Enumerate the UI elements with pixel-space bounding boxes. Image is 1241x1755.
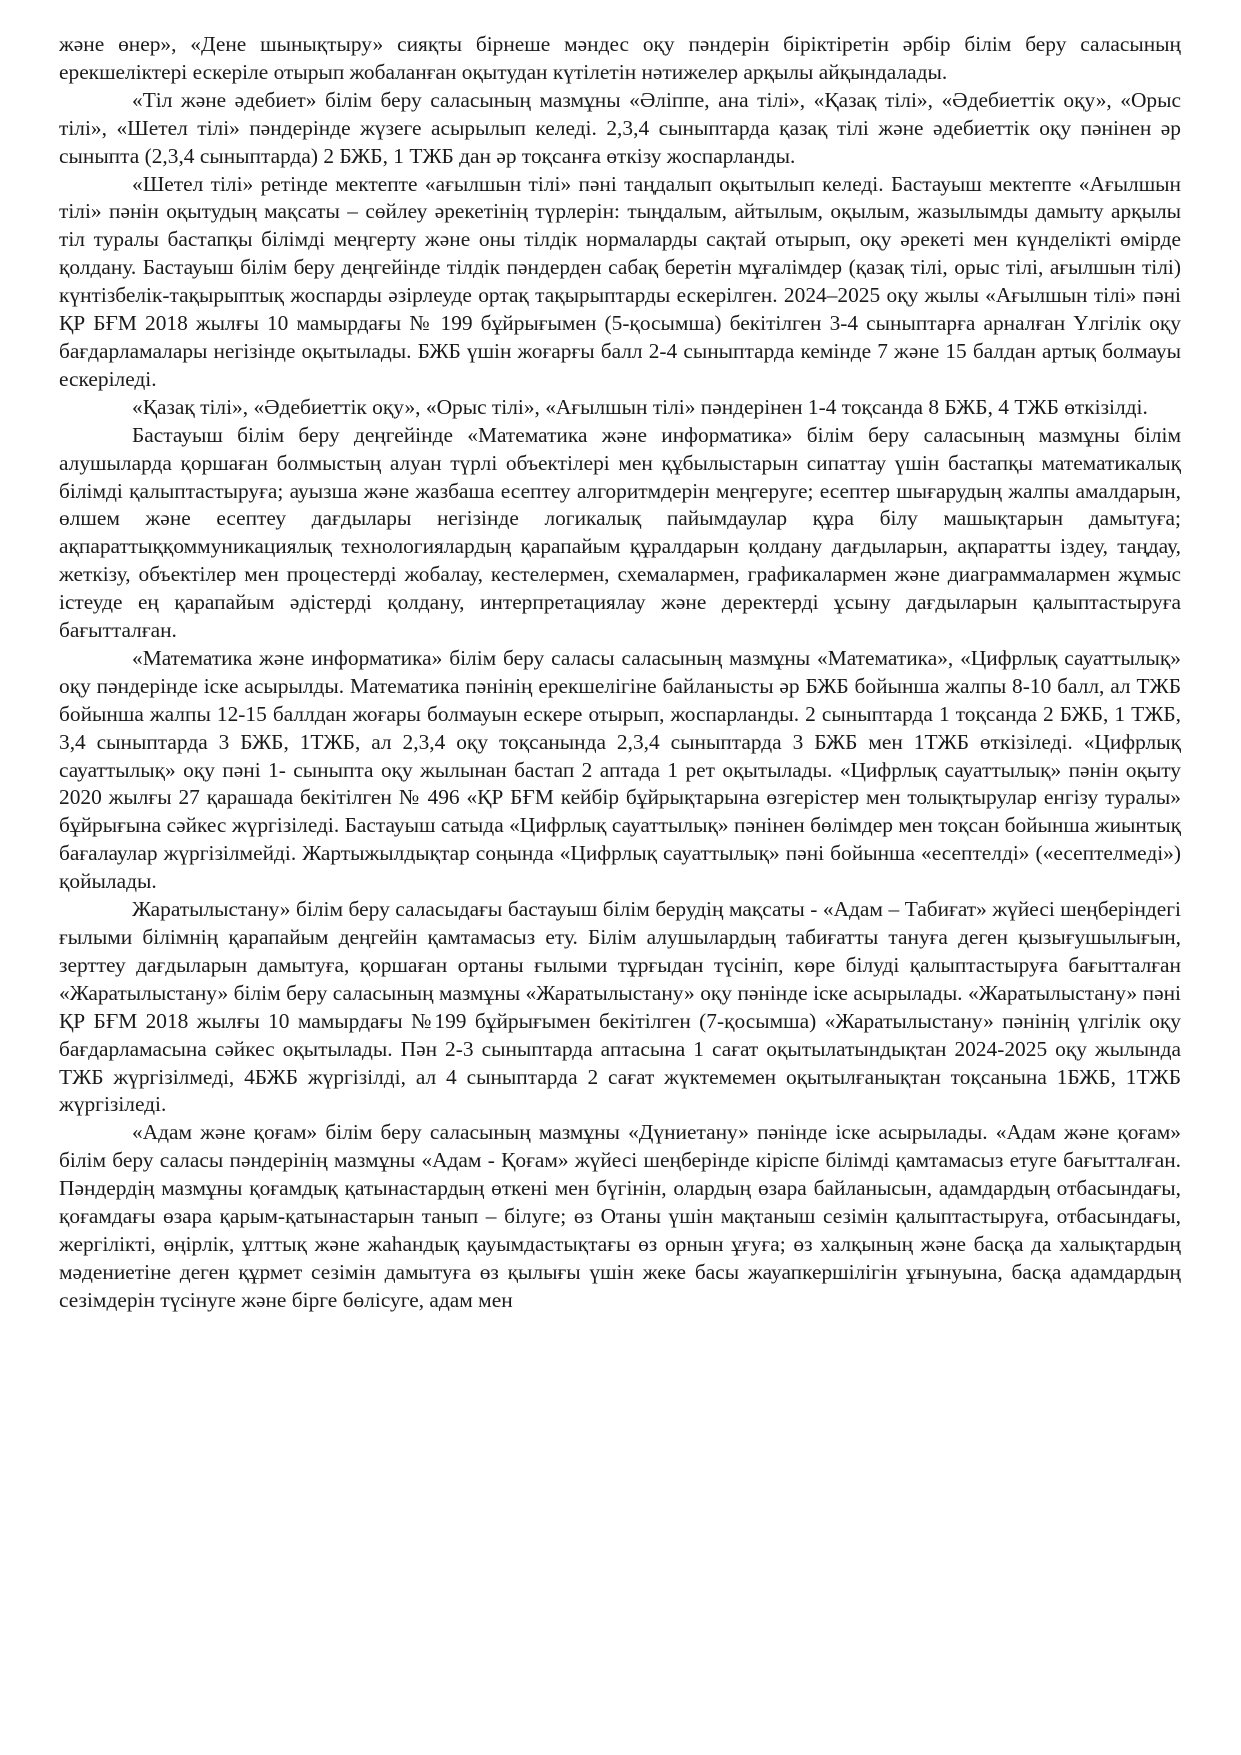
paragraph-language-literature: «Тіл және әдебиет» білім беру саласының мазмұны «Әліппе, ана тілі», «Қазақ тілі», «Әдебиеттік оқу», «Орыс тілі», «Шетел тілі» пәндерінде жүзеге асырылып келеді. 2,3,4 сыныптарда қазақ тілі және әдебиеттік оқу пәнінен әр сыныпта (2,3,4 сыныптарда) 2 БЖБ, 1 ТЖБ дан әр тоқсанға өткізу жоспарланды. [59, 87, 1181, 168]
paragraph-mathematics-digital-literacy: «Математика және информатика» білім беру саласы саласының мазмұны «Математика», «Цифрлық сауаттылық» оқу пәндерінде іске асырылды. Математика пәнінің ерекшелігіне байланысты әр БЖБ бойынша жалпы 8-10 балл, ал ТЖБ бойынша жалпы 12-15 баллдан жоғары болмауын ескере отырып, жоспарланды. 2 сыныптарда 1 тоқсанда 2 БЖБ, 1 ТЖБ, 3,4 сыныптарда 3 БЖБ, 1ТЖБ, ал 2,3,4 оқу тоқсанында 2,3,4 сыныптарда 3 БЖБ мен 1ТЖБ өткізіледі. «Цифрлық сауаттылық» оқу пәні 1- сыныпта оқу жылынан бастап 2 аптада 1 рет оқытылады. «Цифрлық сауаттылық» пәнін оқыту 2020 жылғы 27 қарашада бекітілген № 496 «ҚР БҒМ кейбір бұйрықтарына өзгерістер мен толықтырулар енгізу туралы» бұйрығына сәйкес жүргізіледі. Бастауыш сатыда «Цифрлық сауаттылық» пәнінен бөлімдер мен тоқсан бойынша жиынтық бағалаулар жүргізілмейді. Жартыжылдықтар соңында «Цифрлық сауаттылық» пәні бойынша «есептелді» («есептелмеді») қойылады. [59, 645, 1181, 894]
paragraph-human-society: «Адам және қоғам» білім беру саласының мазмұны «Дүниетану» пәнінде іске асырылады. «Адам және қоғам» білім беру саласы пәндерінің мазмұны «Адам - Қоғам» жүйесі шеңберінде кіріспе білімді қамтамасыз етуге бағытталған. Пәндердің мазмұны қоғамдық қатынастардың өткені мен бүгінін, олардың өзара байланысын, адамдардың отбасындағы, қоғамдағы өзара қарым-қатынастарын танып – білуге; өз Отаны үшін мақтаныш сезімін қалыптастыруға, отбасындағы, жергілікті, өңірлік, ұлттық және жаһандық қауымдастықтағы өз орнын ұғуға; өз халқының және басқа да халықтардың мәдениетіне деген құрмет сезімін дамытуға өз қылығы үшін жеке басы жауапкершілігін ұғынуына, басқа адамдардың сезімдерін түсінуге және бірге бөлісуге, адам мен [59, 1120, 1181, 1312]
body-text [59, 31, 1181, 1315]
paragraph-summative-assessments: «Қазақ тілі», «Әдебиеттік оқу», «Орыс тілі», «Ағылшын тілі» пәндерінен 1-4 тоқсанда 8 БЖБ, 4 ТЖБ өткізілді. [132, 394, 1148, 419]
paragraph-continued-arts-pe: және өнер», «Дене шынықтыру» сияқты бірнеше мәндес оқу пәндерін біріктіретін әрбір білім беру саласының ерекшеліктері ескеріле отырып жобаланған оқытудан күтілетін нәтижелер арқылы айқындалады. [59, 32, 1181, 84]
paragraph-mathematics-informatics: Бастауыш білім беру деңгейінде «Математика және информатика» білім беру саласының мазмұны білім алушыларда қоршаған болмыстың алуан түрлі объектілері мен құбылыстарын сипаттау үшін бастапқы математикалық білімді қалыптастыруға; ауызша және жазбаша есептеу алгоритмдерін меңгеруге; есептер шығарудың жалпы амалдарын, өлшем және есептеу дағдылары негізінде логикалық пайымдаулар құра білу машықтарын дамытуға; ақпараттыққоммуникациялық технологиялардың қарапайым құралдарын қолдану дағдыларын, ақпаратты іздеу, таңдау, жеткізу, объектілер мен процестерді жобалау, кестелермен, схемалармен, графикалармен және диаграммалармен жұмыс істеуде ең қарапайым әдістерді қолдану, интерпретациялау және деректерді ұсыну дағдыларын қалыптастыруға бағытталған. [59, 422, 1181, 643]
paragraph-natural-science: Жаратылыстану» білім беру саласыдағы бастауыш білім берудің мақсаты - «Адам – Табиғат» жүйесі шеңберіндегі ғылыми білімнің қарапайым деңгейін қамтамасыз ету. Білім алушылардың табиғатты тануға деген қызығушылығын, зерттеу дағдыларын дамытуға, қоршаған ортаны ғылыми тұрғыдан түсініп, көре білуді қалыптастыруға бағытталған «Жаратылыстану» білім беру саласының мазмұны «Жаратылыстану» оқу пәнінде іске асырылады. «Жаратылыстану» пәні ҚР БҒМ 2018 жылғы 10 мамырдағы №199 бұйрығымен бекітілген (7-қосымша) «Жаратылыстану» пәнінің үлгілік оқу бағдарламасына сәйкес оқытылады. Пән 2-3 сыныптарда аптасына 1 сағат оқытылатындықтан 2024-2025 оқу жылында ТЖБ жүргізілмеді, 4БЖБ жүргізілді, ал 4 сыныптарда 2 сағат жүктемемен оқытылғанықтан тоқсанына 1БЖБ, 1ТЖБ жүргізіледі. [59, 897, 1181, 1117]
paragraph-foreign-language: «Шетел тілі» ретінде мектепте «ағылшын тілі» пәні таңдалып оқытылып келеді. Бастауыш мектепте «Ағылшын тілі» пәнін оқытудың мақсаты – сөйлеу әрекетінің түрлерін: тыңдалым, айтылым, оқылым, жазылымды дамыту арқылы тіл туралы бастапқы білімді меңгерту және оны тілдік нормаларды сақтай отырып, оқу әрекеті мен күнделікті өмірде қолдану. Бастауыш білім беру деңгейінде тілдік пәндерден сабақ беретін мұғалімдер (қазақ тілі, орыс тілі, ағылшын тілі) күнтізбелік-тақырыптық жоспарды әзірлеуде ортақ тақырыптарды ескерілген. 2024–2025 оқу жылы «Ағылшын тілі» пәні ҚР БҒМ 2018 жылғы 10 мамырдағы № 199 бұйрығымен (5-қосымша) бекітілген 3-4 сыныптарға арналған Үлгілік оқу бағдарламалары негізінде оқытылады. БЖБ үшін жоғарғы балл 2-4 сыныптарда кемінде 7 және 15 балдан артық болмауы ескеріледі. [59, 171, 1181, 391]
